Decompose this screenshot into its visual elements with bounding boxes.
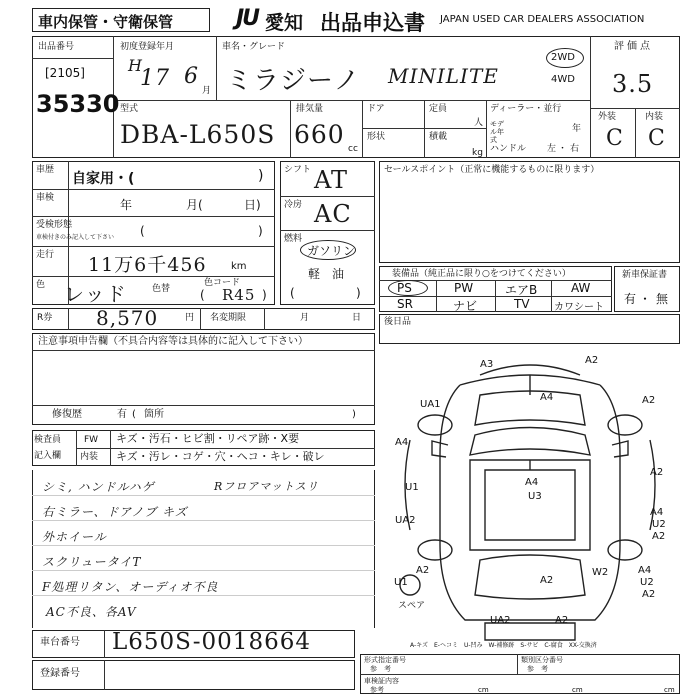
equip-leather-seat: カワシート — [554, 302, 604, 313]
history-value: 自家用・( — [72, 171, 135, 187]
repair-close: ) — [352, 409, 356, 420]
mark-ua2-bumper: UA2 — [490, 615, 511, 626]
warranty-label: 新車保証書 — [622, 270, 668, 280]
mark-u3-roof: U3 — [528, 491, 542, 502]
aircon-label: 冷房 — [284, 200, 303, 210]
inspection-year: 年 — [120, 198, 133, 212]
handle-left: 左 — [547, 144, 557, 154]
model-year-unit: 年 — [572, 124, 582, 134]
color-code-open: ( — [200, 288, 205, 302]
r-ken-value: 8,570 — [96, 306, 159, 330]
spare-label: スペア — [398, 601, 426, 611]
name-change-month: 月 — [300, 313, 310, 323]
dealer-label: ディーラー・並行 — [490, 104, 562, 114]
notice-label: 注意事項申告欄（不具合内容等は具体的に記入して下さい） — [38, 336, 308, 347]
later-items-frame — [379, 314, 680, 344]
mileage-label: 走行 — [36, 250, 55, 260]
spec-unit-2: cm — [572, 686, 583, 694]
note-line-1: シミ, ハンドルハゲ — [42, 480, 155, 494]
inspection-label: 車検 — [36, 193, 55, 203]
color-change-label: 色替 — [152, 284, 171, 294]
first-reg-year: 17 — [140, 66, 170, 91]
mark-a2-trunk: A2 — [540, 575, 554, 586]
note-line-4: 外ホイール — [42, 530, 107, 544]
model-label: 型式 — [120, 104, 139, 114]
name-change-label: 名変期限 — [210, 313, 247, 323]
drive-2wd: 2WD — [551, 52, 575, 63]
exterior-grade: C — [606, 126, 624, 151]
checker-row1: キズ・汚石・ヒビ割・リペア跡・X要 — [116, 432, 300, 445]
mark-a2-left-rear: A2 — [416, 565, 430, 576]
mark-u1-left-rear: U1 — [394, 577, 408, 588]
chassis-number: L650S-0018664 — [112, 629, 311, 655]
equip-pw: PW — [454, 281, 474, 295]
handle-right: 右 — [570, 144, 580, 154]
chassis-label: 車台番号 — [40, 637, 80, 648]
spec-unit-1: cm — [478, 686, 489, 694]
spec-row-c2: 参考 — [370, 686, 384, 694]
registration-frame — [32, 660, 355, 690]
first-reg-month: 6 — [184, 64, 199, 89]
exterior-label: 外装 — [598, 112, 617, 122]
equip-tv: TV — [514, 297, 530, 311]
mark-a4-left-door: A4 — [395, 437, 409, 448]
lot-sub-number: [2105] — [45, 66, 85, 80]
damage-legend: A-キズ E-ヘコミ U-凹み W-補修跡 S-サビ C-腐食 XX-交換済 — [410, 642, 597, 649]
mark-w2-right-rear: W2 — [592, 567, 609, 578]
receive-note: 車検付きのみ記入して下さい — [36, 234, 115, 241]
mark-u1-left: U1 — [405, 482, 419, 493]
color-label: 色 — [36, 280, 46, 290]
spec-unit-3: cm — [664, 686, 675, 694]
mark-ua2-left: UA2 — [395, 515, 416, 526]
repair-open: ( — [132, 409, 136, 420]
color-code-close: ) — [262, 288, 267, 302]
car-name-label: 車名・グレード — [222, 42, 286, 52]
shape-label: 形状 — [367, 132, 386, 142]
mark-ua1-left: UA1 — [420, 399, 441, 410]
first-reg-month-unit: 月 — [202, 86, 212, 96]
mark-a2-right-side-low: A2 — [652, 531, 666, 542]
displacement-value: 660 — [294, 120, 345, 149]
color-value: レッド — [64, 282, 127, 306]
mark-a2-right-door: A2 — [650, 467, 664, 478]
mark-a2-right-rear-low: A2 — [642, 589, 656, 600]
warranty-dot: ・ — [639, 292, 652, 306]
mark-a2-front: A2 — [585, 355, 599, 366]
handle-label: ハンドル — [490, 144, 527, 154]
shape-spec-sub: 参 考 — [370, 665, 391, 673]
color-code: R45 — [222, 286, 256, 304]
lot-number: 35330 — [36, 90, 120, 118]
load-unit: kg — [472, 148, 483, 158]
form-title: 出品申込書 — [320, 11, 425, 35]
mark-a4-right-rear: A4 — [638, 565, 652, 576]
mileage-value: 11万6千456 — [88, 254, 207, 276]
name-change-day: 日 — [352, 313, 362, 323]
load-label: 積載 — [429, 132, 448, 142]
car-grade: MINILITE — [388, 64, 499, 88]
warranty-yes: 有 — [624, 292, 637, 306]
interior-grade: C — [648, 126, 666, 151]
rating-label: 評価点 — [614, 41, 653, 52]
later-items-label: 後日品 — [384, 317, 412, 327]
fuel-gasoline: ガソリン — [307, 244, 356, 258]
fuel-close: ) — [356, 286, 361, 300]
receive-label: 受検形態 — [36, 220, 73, 230]
r-ken-frame — [32, 308, 375, 330]
note-line-3: 右ミラー、ドアノブ キズ — [42, 505, 188, 519]
r-ken-unit: 円 — [185, 313, 195, 323]
mark-a2-bumper: A2 — [555, 615, 569, 626]
equipment-label: 装備品（純正品に限り○をつけてください） — [392, 269, 571, 279]
warranty-no: 無 — [656, 292, 669, 306]
equip-navi: ナビ — [453, 299, 478, 313]
spec-row-c1: 車検証内容 — [364, 677, 399, 685]
fuel-open: ( — [290, 286, 295, 300]
r-ken-label: R券 — [37, 313, 53, 323]
first-reg-label: 初度登録年月 — [120, 42, 175, 52]
note-line-5: スクリュータイT — [42, 555, 142, 569]
capacity-label: 定員 — [429, 104, 448, 114]
equip-aw: AW — [571, 281, 591, 295]
sales-point-label: セールスポイント（正常に機能するものに限ります） — [384, 165, 600, 175]
brand-name: 愛知 — [265, 12, 304, 34]
note-line-2: Rフロアマットスリ — [214, 480, 319, 493]
shape-spec-label: 形式指定番号 — [364, 656, 406, 664]
door-label: ドア — [367, 104, 385, 114]
ju-logo: JU — [236, 6, 259, 31]
note-line-7: AC不良、各AV — [46, 605, 137, 619]
repair-have: 有 — [117, 409, 127, 420]
inspection-day: 日) — [244, 198, 261, 212]
mark-a3-front: A3 — [480, 359, 494, 370]
model-value: DBA-L650S — [120, 120, 276, 149]
fuel-diesel: 軽 油 — [308, 267, 345, 281]
aircon-value: AC — [314, 200, 352, 228]
car-damage-diagram — [380, 345, 680, 650]
checker-label-2: 記入欄 — [34, 451, 62, 461]
model-year-label: モデル年式 — [490, 120, 504, 144]
equip-airbag: エアB — [505, 283, 538, 297]
mark-a4-right-side: A4 — [650, 507, 664, 518]
mark-a4-hood: A4 — [540, 392, 554, 403]
mark-a4-roof: A4 — [525, 477, 539, 488]
rating-score: 3.5 — [612, 70, 654, 98]
receive-open: ( — [140, 224, 145, 238]
note-line-6: F処理リタン、オーディオ不良 — [42, 580, 219, 594]
drive-4wd: 4WD — [551, 74, 575, 85]
checker-row2: キズ・汚レ・コゲ・穴・ヘコ・キレ・破レ — [116, 450, 325, 463]
displacement-label: 排気量 — [296, 104, 324, 114]
car-name-jp: ミラジーノ — [226, 66, 361, 96]
interior-label: 内装 — [645, 112, 664, 122]
repair-place: 箇所 — [144, 409, 164, 420]
first-reg-era: H — [128, 56, 143, 75]
association-name: JAPAN USED CAR DEALERS ASSOCIATION — [440, 14, 645, 25]
handle-dot: ・ — [558, 144, 568, 154]
category-spec-sub: 参 考 — [527, 665, 548, 673]
checker-interior: 内装 — [80, 452, 99, 462]
capacity-unit: 人 — [474, 118, 484, 128]
checker-fw: FW — [84, 435, 99, 445]
shift-label: シフト — [284, 165, 312, 175]
equip-sr: SR — [397, 297, 413, 311]
mark-a2-right-front: A2 — [642, 395, 656, 406]
history-label: 車歴 — [36, 165, 55, 175]
fuel-label: 燃料 — [284, 234, 303, 244]
mark-u2-right-rear: U2 — [640, 577, 654, 588]
header-left-title: 車内保管・守衛保管 — [38, 13, 174, 31]
repair-label: 修復歴 — [52, 409, 82, 420]
mark-u2-right-side: U2 — [652, 519, 666, 530]
registration-label: 登録番号 — [40, 668, 80, 679]
checker-label: 検査員 — [34, 435, 62, 445]
inspection-month: 月( — [186, 198, 203, 212]
sales-point-frame — [379, 161, 680, 263]
receive-close: ) — [258, 224, 263, 238]
shift-value: AT — [314, 166, 349, 194]
color-code-label: 色コード — [204, 278, 241, 288]
lot-number-label: 出品番号 — [38, 42, 75, 52]
category-spec-label: 類別区分番号 — [521, 656, 563, 664]
mileage-unit: km — [231, 261, 247, 272]
displacement-unit: cc — [348, 144, 358, 154]
equip-ps: PS — [397, 281, 412, 295]
history-close: ) — [258, 168, 264, 184]
